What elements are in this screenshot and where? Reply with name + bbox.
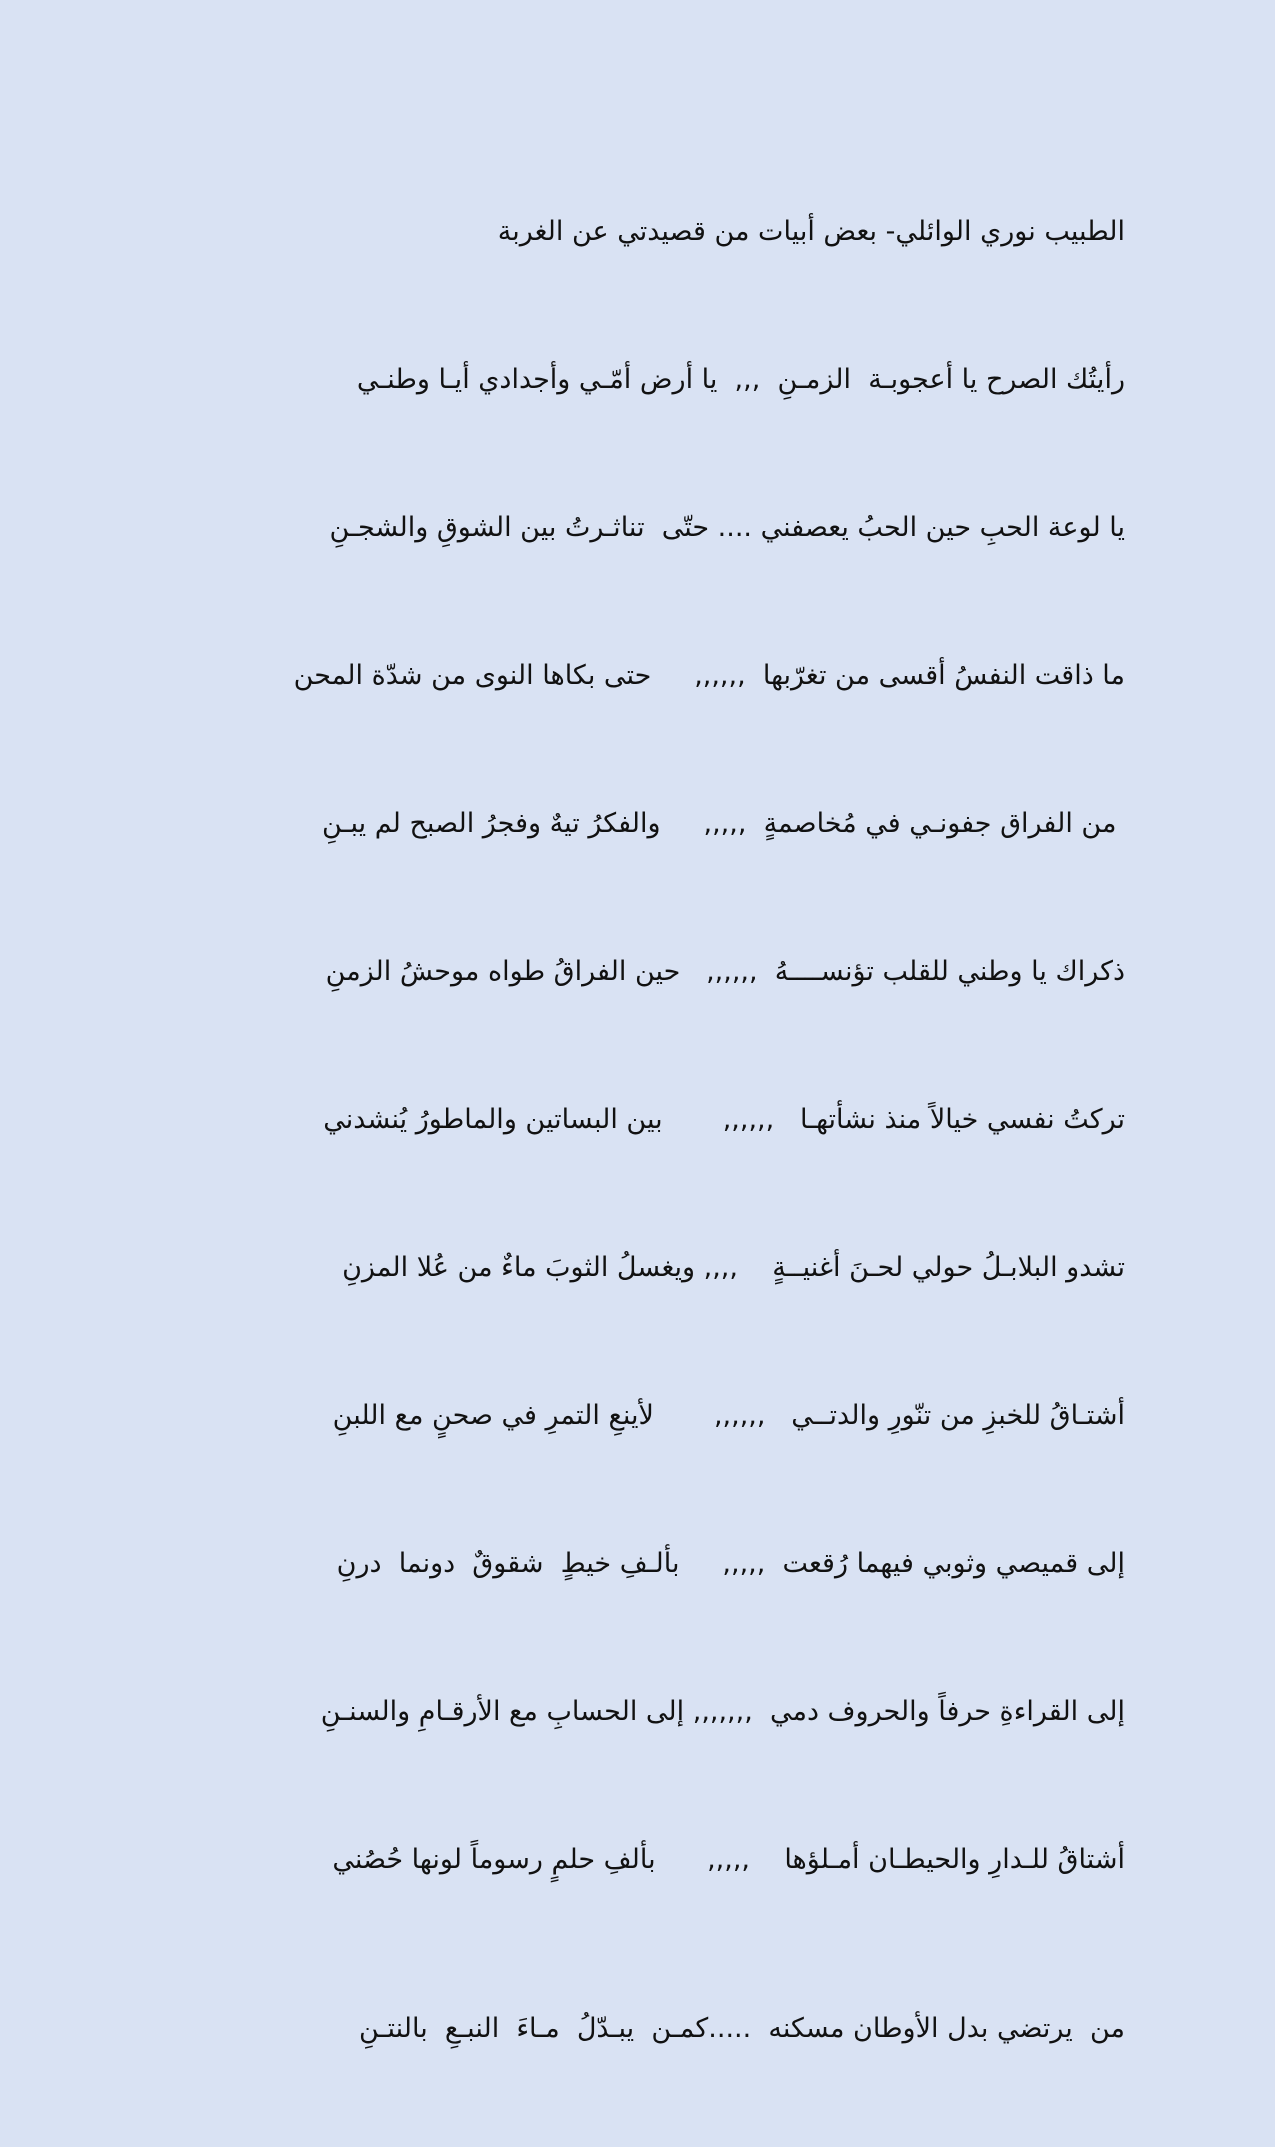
verse-line: أشتـاقُ للخبزِ من تنّورِ والدتــي ,,,,,, لأينعِ التمرِ في صحنٍ مع اللبنِ: [332, 1400, 1125, 1431]
verse-line: ذكراك يا وطني للقلب تؤنســــهُ ,,,,,, حين الفراقُ طواه موحشُ الزمنِ: [325, 956, 1125, 987]
verse-line: ما ذاقت النفسُ أقسى من تغرّبها ,,,,,, حتى بكاها النوى من شدّة المحن: [293, 660, 1125, 691]
verse-line: يا لوعة الحبِ حين الحبُ يعصفني .... حتّى تناثـرتُ بين الشوقِ والشجـنِ: [329, 512, 1125, 543]
verse-line: من الفراق جفونـي في مُخاصمةٍ ,,,,, والفكرُ تيهٌ وفجرُ الصبح لم يبـنِ: [321, 808, 1125, 839]
verse-line: إلى القراءةِ حرفاً والحروف دمي ,,,,,,, إلى الحسابِ مع الأرقـامِ والسنـنِ: [320, 1696, 1125, 1727]
poem-title: الطبيب نوري الوائلي- بعض أبيات من قصيدتي عن الغربة: [497, 216, 1125, 247]
closing-verse-line: من يرتضي بدل الأوطان مسكنه .....كمـن يبـدّلُ مـاءَ النبـعِ بالنتـنِ: [359, 2013, 1125, 2044]
verse-line: رأيتُك الصرح يا أعجوبـة الزمـنِ ,,, يا أرض أمّـي وأجدادي أيـا وطنـي: [356, 364, 1125, 395]
poem-body: [230, 140, 1125, 2147]
verse-line: تشدو البلابـلُ حولي لحـنَ أغنيــةٍ ,,,, ويغسلُ الثوبَ ماءٌ من عُلا المزنِ: [342, 1252, 1125, 1283]
verse-line: تركتُ نفسي خيالاً منذ نشأتهـا ,,,,,, بين البساتين والماطورُ يُنشدني: [323, 1104, 1125, 1135]
verse-line: إلى قميصي وثوبي فيهما رُقعت ,,,,, بألـفِ خيطٍ شقوقٌ دونما درنِ: [336, 1548, 1125, 1579]
verse-line: أشتاقُ للـدارِ والحيطـان أمـلؤها ,,,,, بألفِ حلمٍ رسوماً لونها حُصُني: [332, 1844, 1125, 1875]
